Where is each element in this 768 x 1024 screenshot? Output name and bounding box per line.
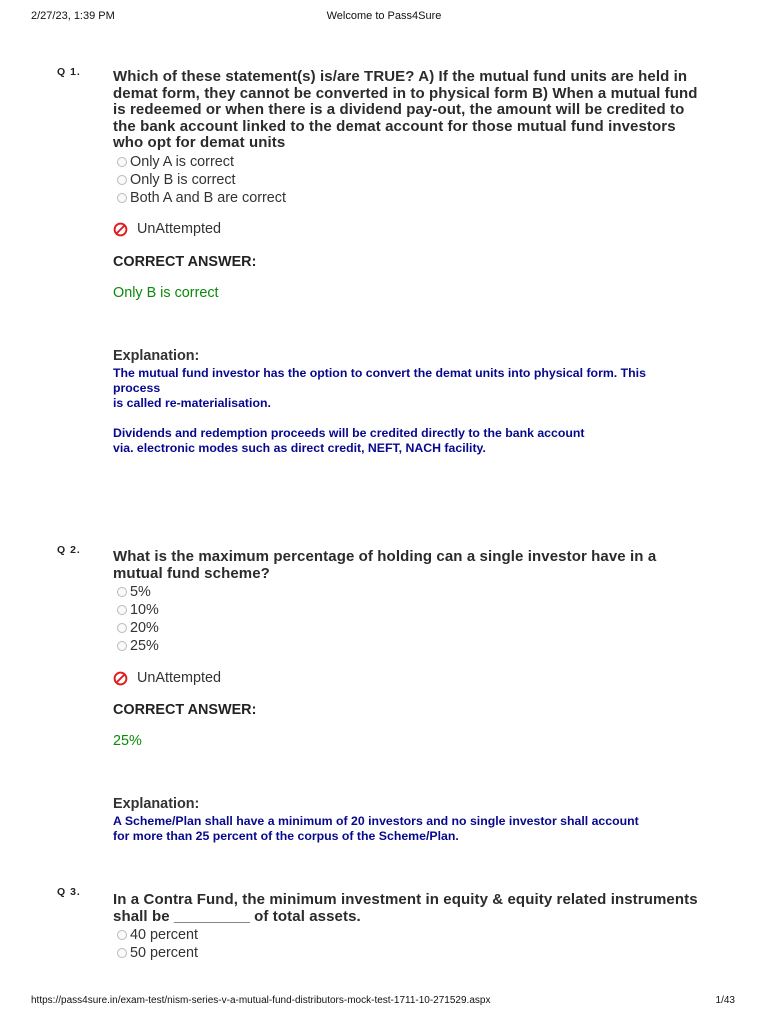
question-number: Q 1. xyxy=(57,66,81,78)
answer-option[interactable] xyxy=(117,583,151,601)
explanation-label: Explanation: xyxy=(113,348,200,364)
option-label: 50 percent xyxy=(130,945,199,961)
question-line: is redeemed or when there is a dividend pay-out, the amount will be credited to xyxy=(113,101,685,119)
explanation-line: for more than 25 percent of the corpus of the Scheme/Plan. xyxy=(113,829,459,843)
page-url: https://pass4sure.in/exam-test/nism-series-v-a-mutual-fund-distributors-mock-test-1711-10-271529.aspx xyxy=(31,995,491,1006)
correct-answer-value: 25% xyxy=(113,733,142,749)
radio-icon[interactable] xyxy=(117,157,127,167)
status-label: UnAttempted xyxy=(137,670,221,686)
question-text xyxy=(113,69,713,152)
status-unattempted xyxy=(113,670,221,686)
radio-icon[interactable] xyxy=(117,605,127,615)
radio-icon[interactable] xyxy=(117,623,127,633)
radio-icon[interactable] xyxy=(117,193,127,203)
status-label: UnAttempted xyxy=(137,221,221,237)
explanation-text xyxy=(113,814,713,844)
question-line: demat form, they cannot be converted in to physical form B) When a mutual fund xyxy=(113,84,698,102)
explanation-line: Dividends and redemption proceeds will be credited directly to the bank account xyxy=(113,426,585,440)
explanation-line: The mutual fund investor has the option to convert the demat units into physical form. This xyxy=(113,366,646,380)
radio-icon[interactable] xyxy=(117,948,127,958)
blocked-icon xyxy=(113,222,128,237)
question-line: the bank account linked to the demat account for those mutual fund investors xyxy=(113,117,676,135)
explanation-line: is called re-materialisation. xyxy=(113,396,271,410)
question-text xyxy=(113,549,713,582)
answer-option[interactable] xyxy=(117,619,159,637)
question-line: What is the maximum percentage of holding can a single investor have in a xyxy=(113,548,657,565)
option-label: Only B is correct xyxy=(130,172,236,188)
print-datetime: 2/27/23, 1:39 PM xyxy=(31,10,115,22)
question-number: Q 2. xyxy=(57,544,81,556)
explanation-line: process xyxy=(113,381,161,395)
answer-option[interactable] xyxy=(117,601,159,619)
option-label: 40 percent xyxy=(130,927,199,943)
radio-icon[interactable] xyxy=(117,641,127,651)
question-number: Q 3. xyxy=(57,886,81,898)
option-label: 25% xyxy=(130,638,159,654)
correct-answer-value: Only B is correct xyxy=(113,285,219,301)
explanation-line: A Scheme/Plan shall have a minimum of 20 investors and no single investor shall account xyxy=(113,814,639,828)
explanation-line: via. electronic modes such as direct credit, NEFT, NACH facility. xyxy=(113,441,486,455)
question-line: mutual fund scheme? xyxy=(113,564,270,582)
explanation-line xyxy=(113,411,713,426)
question-text xyxy=(113,892,713,925)
option-label: 10% xyxy=(130,602,159,618)
option-label: 20% xyxy=(130,620,159,636)
correct-answer-label: CORRECT ANSWER: xyxy=(113,702,257,718)
question-line: Which of these statement(s) is/are TRUE? A) If the mutual fund units are held in xyxy=(113,68,688,85)
page-title: Welcome to Pass4Sure xyxy=(326,10,442,22)
radio-icon[interactable] xyxy=(117,930,127,940)
question-line: In a Contra Fund, the minimum investment in equity & equity related instruments xyxy=(113,891,698,908)
question-line: who opt for demat units xyxy=(113,134,286,152)
question-line: shall be _________ of total assets. xyxy=(113,907,361,925)
answer-option[interactable] xyxy=(117,926,198,944)
option-label: Both A and B are correct xyxy=(130,190,286,206)
page-counter: 1/43 xyxy=(715,995,735,1006)
answer-option[interactable] xyxy=(117,637,159,655)
answer-option[interactable] xyxy=(117,153,234,171)
status-unattempted xyxy=(113,221,221,237)
radio-icon[interactable] xyxy=(117,587,127,597)
explanation-label: Explanation: xyxy=(113,796,200,812)
option-label: 5% xyxy=(130,584,151,600)
explanation-text xyxy=(113,366,713,456)
blocked-icon xyxy=(113,671,128,686)
radio-icon[interactable] xyxy=(117,175,127,185)
answer-option[interactable] xyxy=(117,171,236,189)
correct-answer-label: CORRECT ANSWER: xyxy=(113,254,257,270)
answer-option[interactable] xyxy=(117,189,286,207)
answer-option[interactable] xyxy=(117,944,198,962)
option-label: Only A is correct xyxy=(130,154,234,170)
